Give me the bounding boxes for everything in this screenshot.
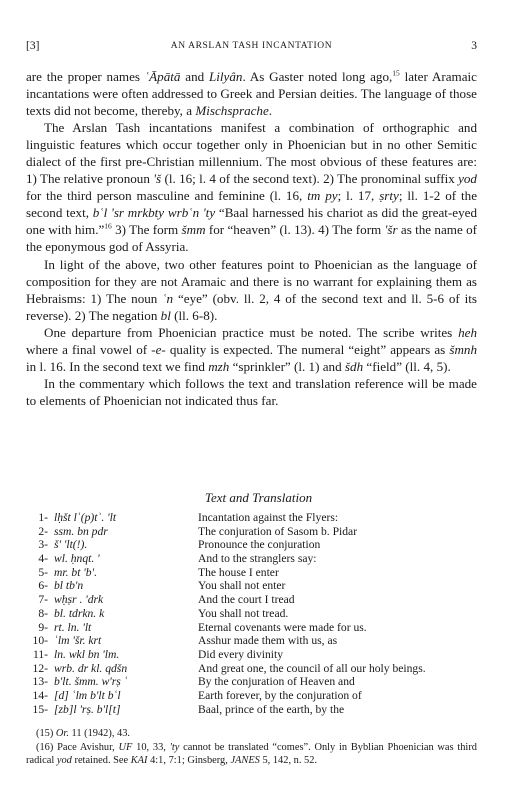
translation-row xyxy=(24,552,454,566)
translation-text: You shall not enter xyxy=(198,579,286,593)
text-run: The Arslan Tash incantations manifest a combination of orthographic and linguistic features which occur together only in Phoenician but in no other Semitic dialect of the first pre-Christian millennium. The most obvious of these features are: 1) The relative pronoun xyxy=(26,120,477,187)
translation-row xyxy=(24,703,454,717)
running-title: AN ARSLAN TASH INCANTATION xyxy=(170,41,333,51)
transliteration: š' 'lt(!). xyxy=(54,538,88,552)
italic-run: Or. xyxy=(55,728,69,739)
translation-text: You shall not tread. xyxy=(198,606,289,620)
italic-run: UF xyxy=(118,741,133,753)
translation-row xyxy=(24,566,454,580)
text-run: One departure from Phoenician practice must be noted. The scribe writes xyxy=(44,324,459,340)
transliteration: [d] ʿlm b'lt bʿl xyxy=(54,688,121,702)
translation-row xyxy=(24,675,454,689)
line-number: 2- xyxy=(38,524,48,538)
translation-row xyxy=(24,621,454,635)
paragraph-5 xyxy=(26,375,477,409)
transliteration: rt. ln. 'lt xyxy=(54,620,92,634)
line-number: 7- xyxy=(38,593,48,607)
body-text xyxy=(26,68,477,409)
transliteration: ʿlm 'šr. krt xyxy=(54,634,102,648)
italic-run: šmm xyxy=(181,222,206,238)
transliteration: mr. bt 'b'. xyxy=(54,565,97,579)
transliteration: wrb. dr kl. qdšn xyxy=(54,661,128,675)
line-number: 3- xyxy=(38,538,48,552)
text-run: for the third person masculine and feminine (l. 16, xyxy=(26,188,308,204)
text-run: 11 (1942), 43. xyxy=(68,728,131,739)
translation-text: By the conjuration of Heaven and xyxy=(198,675,355,689)
text-run: where a final vowel of xyxy=(26,341,152,357)
italic-run: bʿl 'sr mrkbty wrbʿn 'ty xyxy=(92,205,216,221)
text-run: “eye” (obv. ll. 2, 4 of the second text and ll. 5-6 of its reverse). 2) The negation xyxy=(26,290,477,323)
text-run: for “heaven” (l. 13). 4) The form xyxy=(205,222,385,238)
text-run: retained. See xyxy=(71,755,131,767)
text-run: are the proper names xyxy=(26,69,145,84)
paragraph-4 xyxy=(26,324,477,375)
text-run: (15) xyxy=(36,728,56,739)
text-run: as the name of the eponymous god of Assyria. xyxy=(26,222,478,255)
line-number: 4- xyxy=(38,552,48,566)
translation-row xyxy=(24,525,454,539)
translation-text: The conjuration of Sasom b. Pidar xyxy=(198,524,358,538)
text-run: “sprinkler” (l. 1) and xyxy=(229,358,345,374)
translation-row xyxy=(24,538,454,552)
text-run: . xyxy=(268,103,273,119)
translation-row xyxy=(24,634,454,648)
italic-run: yod xyxy=(458,171,477,187)
text-run: In light of the above, two other features point to Phoenician as the language of composition for they are not Aramaic and there is no warrant for explaining them as Hebraisms: 1) The noun xyxy=(26,256,477,306)
text-run: (16) Pace Avishur, xyxy=(36,741,119,753)
transliteration: [zb]l 'rṣ. b'l[t] xyxy=(54,702,121,716)
translation-text: And the court I tread xyxy=(198,593,295,607)
transliteration: wḥṣr . 'drk xyxy=(54,593,104,607)
text-run: cannot be translated “comes”. Only in Byblian Phoenician was third radical xyxy=(26,741,477,767)
line-number: 11- xyxy=(32,647,48,661)
translation-row xyxy=(24,511,454,525)
text-run: ; l. 17, xyxy=(337,188,380,204)
running-header xyxy=(26,40,477,56)
translation-text: Did every divinity xyxy=(198,647,284,661)
italic-run: -e- xyxy=(151,341,166,357)
text-run: (ll. 6-8). xyxy=(170,307,218,323)
translation-row xyxy=(24,648,454,662)
text-run: 5, 142, n. 52. xyxy=(259,755,318,767)
transliteration: bl. tdrkn. k xyxy=(54,606,105,620)
line-number: 10- xyxy=(32,634,48,648)
text-run: In the commentary which follows the text and translation reference will be made to elements of Phoenician not indicated thus far. xyxy=(26,375,477,408)
transliteration: b'lt. šmm. w'rṣ ʿ xyxy=(54,675,128,689)
italic-run: heh xyxy=(458,324,477,340)
section-heading: Text and Translation xyxy=(204,490,313,505)
italic-run: JANES xyxy=(230,755,260,767)
transliteration: ssm. bn pdr xyxy=(54,524,108,538)
footnote-ref: 16 xyxy=(104,222,112,232)
italic-run: Mischsprache xyxy=(195,103,269,119)
translation-text: Eternal covenants were made for us. xyxy=(198,620,367,634)
text-run: (l. 16; l. 4 of the second text). 2) The pronominal suffix xyxy=(161,171,459,187)
line-number: 12- xyxy=(32,661,48,675)
transliteration: ln. wkl bn 'lm. xyxy=(54,647,120,661)
footnotes xyxy=(26,727,477,768)
text-run: “field” (ll. 4, 5). xyxy=(363,358,451,374)
italic-run: tm py xyxy=(307,188,338,204)
transliteration: lḥšt lʿ(p)tʾ. 'lt xyxy=(54,511,117,524)
italic-run: ʿn xyxy=(162,290,174,306)
translation-text: The house I enter xyxy=(198,565,279,579)
page-number: 3 xyxy=(471,40,477,52)
text-run: and xyxy=(180,69,209,84)
translation-text: Earth forever, by the conjuration of xyxy=(198,688,362,702)
text-run: . As Gaster noted long ago, xyxy=(242,69,393,84)
translation-text: And great one, the council of all our holy beings. xyxy=(198,661,426,675)
translation-row xyxy=(24,579,454,593)
translation-text: And to the stranglers say: xyxy=(198,552,317,566)
translation-row xyxy=(24,593,454,607)
text-run: 3) The form xyxy=(111,222,182,238)
translation-table xyxy=(24,511,454,716)
italic-run: ʿĀpātā xyxy=(144,69,181,84)
transliteration: bl tb'n xyxy=(54,579,84,593)
italic-run: Lilyân xyxy=(208,69,243,84)
italic-run: KAI xyxy=(130,755,148,767)
translation-text: Baal, prince of the earth, by the xyxy=(198,702,345,716)
translation-text: Pronounce the conjuration xyxy=(198,538,321,552)
footnote-16 xyxy=(26,741,477,768)
italic-run: 'š xyxy=(153,171,162,187)
line-number: 5- xyxy=(38,565,48,579)
italic-run: yod xyxy=(56,755,72,767)
transliteration: wl. ḥnqt. ' xyxy=(54,552,100,566)
italic-run: mzh xyxy=(208,358,230,374)
line-number: 15- xyxy=(32,702,48,716)
italic-run: šdh xyxy=(344,358,364,374)
translation-text: Incantation against the Flyers: xyxy=(198,511,339,524)
footnote-15 xyxy=(26,727,477,741)
text-run: 4:1, 7:1; Ginsberg, xyxy=(147,755,231,767)
text-run: later Aramaic incantations were often addressed to Greek and Persian deities. The language of those texts did not become, thereby, a xyxy=(26,69,477,119)
text-run: “Baal harnessed his chariot as did the great-eyed one with him.” xyxy=(26,205,477,238)
text-run: in l. 16. In the second text we find xyxy=(26,358,209,374)
italic-run: 'šr xyxy=(384,222,398,238)
italic-run: ṣrty xyxy=(379,188,399,204)
line-number: 14- xyxy=(32,688,48,702)
italic-run: 'ty xyxy=(169,741,180,753)
text-run: quality is expected. The numeral “eight” appears as xyxy=(165,341,450,357)
translation-row xyxy=(24,607,454,621)
line-number: 1- xyxy=(38,511,48,524)
footnote-ref: 15 xyxy=(392,68,400,78)
translation-text: Asshur made them with us, as xyxy=(198,634,338,648)
line-number: 9- xyxy=(38,620,48,634)
text-run: ; ll. 1-2 of the second text, xyxy=(26,188,478,221)
paragraph-1 xyxy=(26,68,477,119)
paragraph-3 xyxy=(26,256,477,324)
paragraph-2 xyxy=(26,119,477,255)
italic-run: šmnh xyxy=(449,341,477,357)
line-number: 8- xyxy=(38,606,48,620)
translation-row xyxy=(24,662,454,676)
translation-row xyxy=(24,689,454,703)
italic-run: bl xyxy=(160,307,171,323)
text-run: 10, 33, xyxy=(132,741,170,753)
line-number: 6- xyxy=(38,579,48,593)
line-number: 13- xyxy=(32,675,48,689)
section-marker: [3] xyxy=(26,40,40,52)
